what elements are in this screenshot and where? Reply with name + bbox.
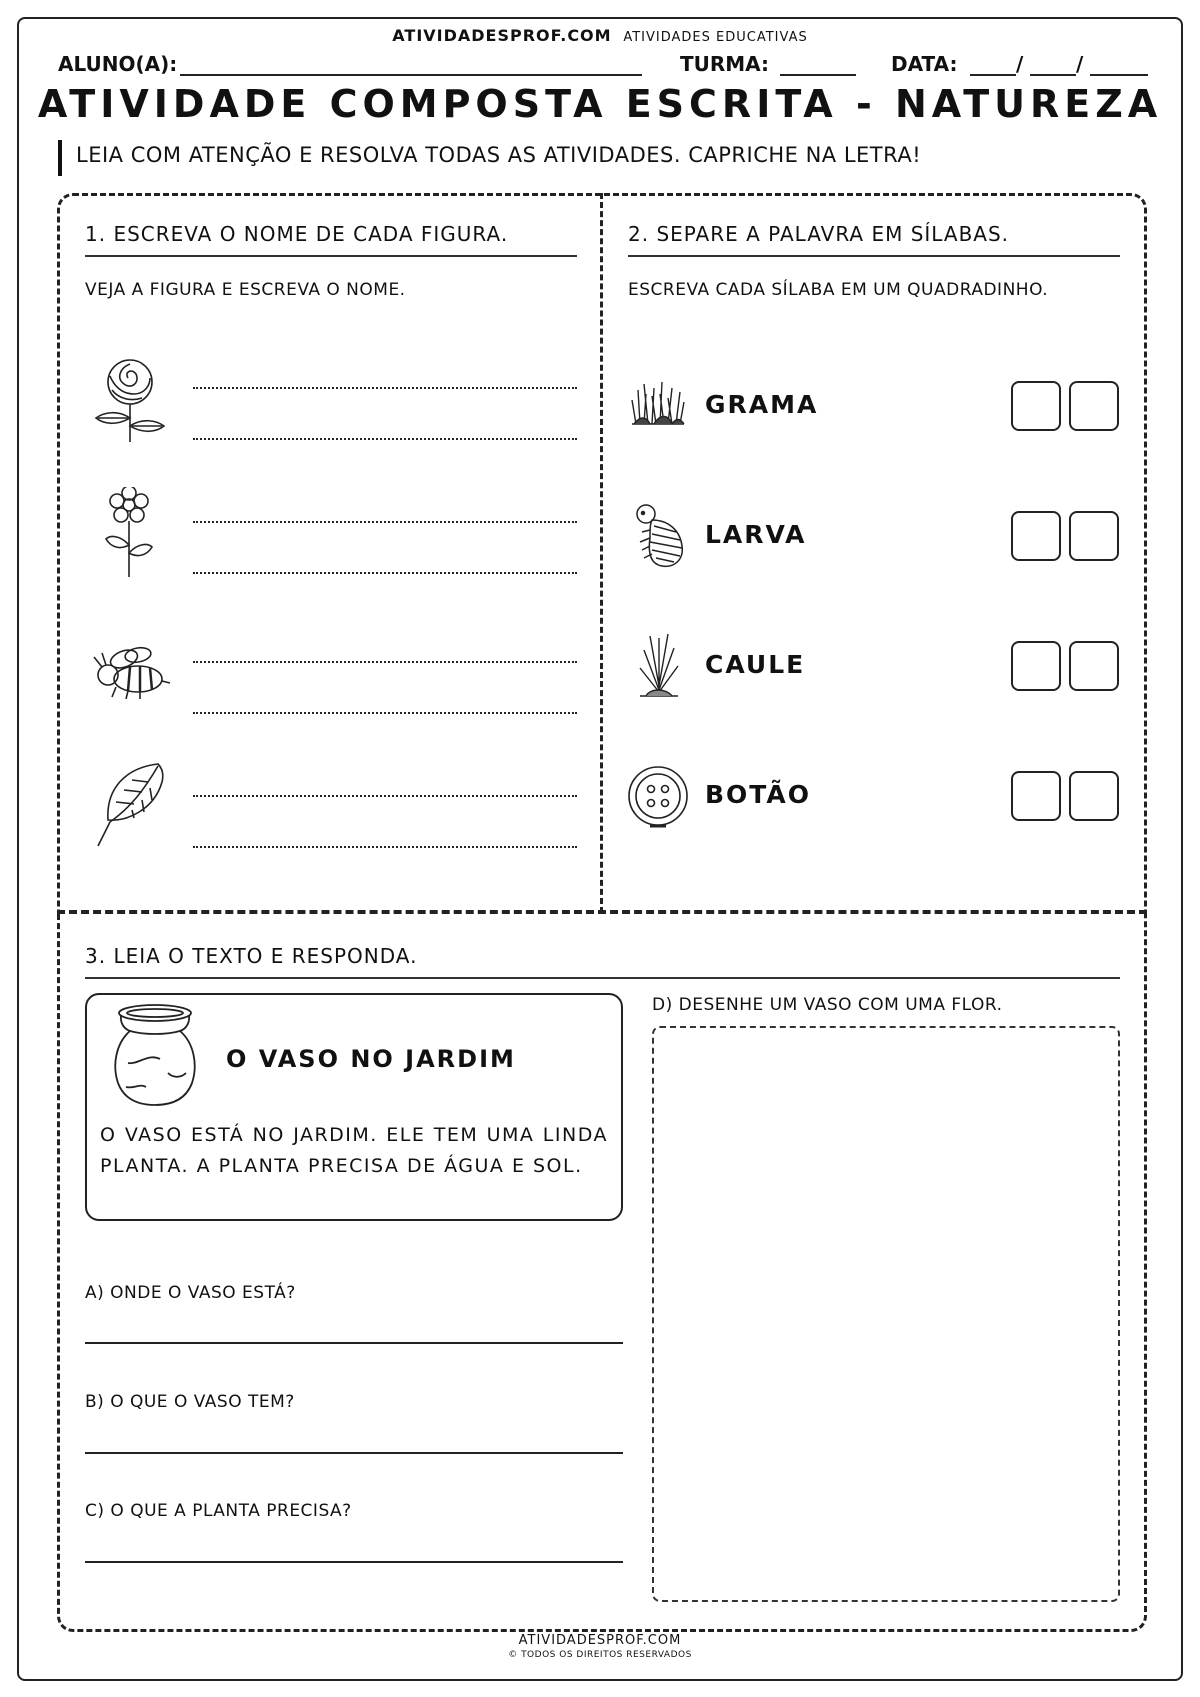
date-separator-1: / (1016, 52, 1024, 76)
answer-line[interactable] (193, 846, 577, 848)
site-tagline: ATIVIDADES EDUCATIVAS (623, 30, 808, 45)
student-info-row (58, 52, 1150, 80)
footer (0, 1633, 1200, 1660)
answer-line[interactable] (193, 572, 577, 574)
section1-title: 1. ESCREVA O NOME DE CADA FIGURA. (85, 222, 509, 246)
answer-line[interactable] (193, 661, 577, 663)
section2-rule (628, 255, 1120, 257)
footer-copyright: © TODOS OS DIREITOS RESERVADOS (508, 1650, 692, 1660)
larva-icon (628, 502, 690, 570)
word-grama: GRAMA (705, 390, 819, 419)
syllable-box[interactable] (1011, 511, 1061, 561)
syllable-box[interactable] (1069, 641, 1119, 691)
date-month-field[interactable] (1030, 74, 1076, 76)
question-c: C) O QUE A PLANTA PRECISA? (85, 1501, 352, 1521)
answer-line[interactable] (193, 712, 577, 714)
question-b: B) O QUE O VASO TEM? (85, 1392, 295, 1412)
name-label: ALUNO(A): (58, 52, 178, 76)
syllable-box[interactable] (1069, 381, 1119, 431)
site-brand: ATIVIDADESPROF.COM (392, 26, 612, 45)
class-label: TURMA: (680, 52, 770, 76)
page-title: ATIVIDADE COMPOSTA ESCRITA - NATUREZA (37, 82, 1163, 126)
drawing-area[interactable] (652, 1026, 1120, 1602)
instruction-text: LEIA COM ATENÇÃO E RESOLVA TODAS AS ATIVIDADES. CAPRICHE NA LETRA! (76, 143, 922, 167)
word-larva: LARVA (705, 520, 807, 549)
vase-icon (108, 1003, 202, 1107)
answer-line-c[interactable] (85, 1561, 623, 1563)
answer-line[interactable] (193, 795, 577, 797)
section1-subtitle: VEJA A FIGURA E ESCREVA O NOME. (85, 280, 406, 300)
syllable-box[interactable] (1069, 511, 1119, 561)
syllable-box[interactable] (1011, 641, 1061, 691)
syllable-box[interactable] (1069, 771, 1119, 821)
section3-rule (85, 977, 1120, 979)
section2-subtitle: ESCREVA CADA SÍLABA EM UM QUADRADINHO. (628, 280, 1049, 300)
syllable-box[interactable] (1011, 771, 1061, 821)
answer-line[interactable] (193, 387, 577, 389)
answer-line[interactable] (193, 521, 577, 523)
site-header (0, 26, 1200, 45)
section-divider-vertical (600, 193, 603, 913)
date-day-field[interactable] (970, 74, 1016, 76)
instruction-bar (58, 140, 62, 176)
footer-site: ATIVIDADESPROF.COM (518, 1633, 682, 1648)
answer-line-a[interactable] (85, 1342, 623, 1344)
story-title: O VASO NO JARDIM (226, 1045, 516, 1073)
rose-icon (84, 352, 176, 444)
button-icon (626, 764, 690, 828)
section2-title: 2. SEPARE A PALAVRA EM SÍLABAS. (628, 222, 1010, 246)
stem-icon (636, 630, 682, 700)
flower-icon (100, 487, 158, 579)
date-label: DATA: (891, 52, 958, 76)
class-field[interactable] (780, 74, 856, 76)
date-separator-2: / (1076, 52, 1084, 76)
answer-line-b[interactable] (85, 1452, 623, 1454)
word-caule: CAULE (705, 650, 806, 679)
section3-title: 3. LEIA O TEXTO E RESPONDA. (85, 944, 418, 968)
story-text: O VASO ESTÁ NO JARDIM. ELE TEM UMA LINDA PLANTA. A PLANTA PRECISA DE ÁGUA E SOL. (100, 1124, 608, 1177)
drawing-prompt: D) DESENHE UM VASO COM UMA FLOR. (652, 995, 1003, 1015)
answer-line[interactable] (193, 438, 577, 440)
name-field[interactable] (180, 74, 642, 76)
section1-rule (85, 255, 577, 257)
syllable-box[interactable] (1011, 381, 1061, 431)
bee-icon (88, 643, 172, 699)
grass-icon (628, 380, 688, 428)
word-botao: BOTÃO (705, 780, 812, 809)
question-a: A) ONDE O VASO ESTÁ? (85, 1283, 296, 1303)
leaf-icon (94, 760, 168, 850)
date-year-field[interactable] (1090, 74, 1148, 76)
